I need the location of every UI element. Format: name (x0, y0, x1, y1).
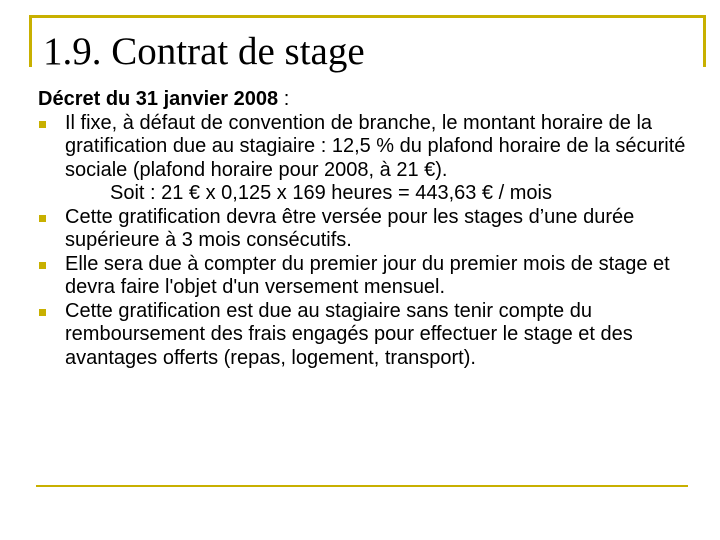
square-bullet-icon (39, 215, 46, 222)
bullet-list (38, 112, 698, 371)
square-bullet-icon (39, 309, 46, 316)
calculation-line: Soit : 21 € x 0,125 x 169 heures = 443,63 € / mois (110, 182, 552, 204)
list-item (38, 300, 698, 371)
intro-colon: : (278, 88, 290, 110)
frame-right-rule (703, 15, 706, 67)
bullet-text: Cette gratification devra être versée pour les stages d’une durée supérieure à 3 mois consécutifs. (65, 205, 635, 251)
bullet-text: Cette gratification est due au stagiaire sans tenir compte du remboursement des frais engagés pour effectuer le stage et des avantages offerts (repas, logement, transport). (65, 299, 633, 369)
decree-label: Décret du 31 janvier 2008 (38, 88, 279, 110)
slide-content (38, 88, 698, 370)
frame-top-rule (29, 15, 706, 18)
list-item (38, 206, 698, 253)
list-item (38, 253, 698, 300)
frame-bottom-rule (36, 485, 688, 487)
square-bullet-icon (39, 262, 46, 269)
frame-left-rule (29, 15, 32, 67)
bullet-text: Il fixe, à défaut de convention de branche, le montant horaire de la gratification due au stagiaire : 12,5 % du plafond horaire de la sécurité sociale (plafond horaire pour 2008, à 21 €). (65, 111, 686, 181)
list-item (38, 112, 698, 206)
square-bullet-icon (39, 121, 46, 128)
bullet-text: Elle sera due à compter du premier jour du premier mois de stage et devra faire l'objet d'un versement mensuel. (65, 252, 670, 298)
intro-line (38, 88, 698, 112)
slide-title: 1.9. Contrat de stage (43, 30, 365, 73)
